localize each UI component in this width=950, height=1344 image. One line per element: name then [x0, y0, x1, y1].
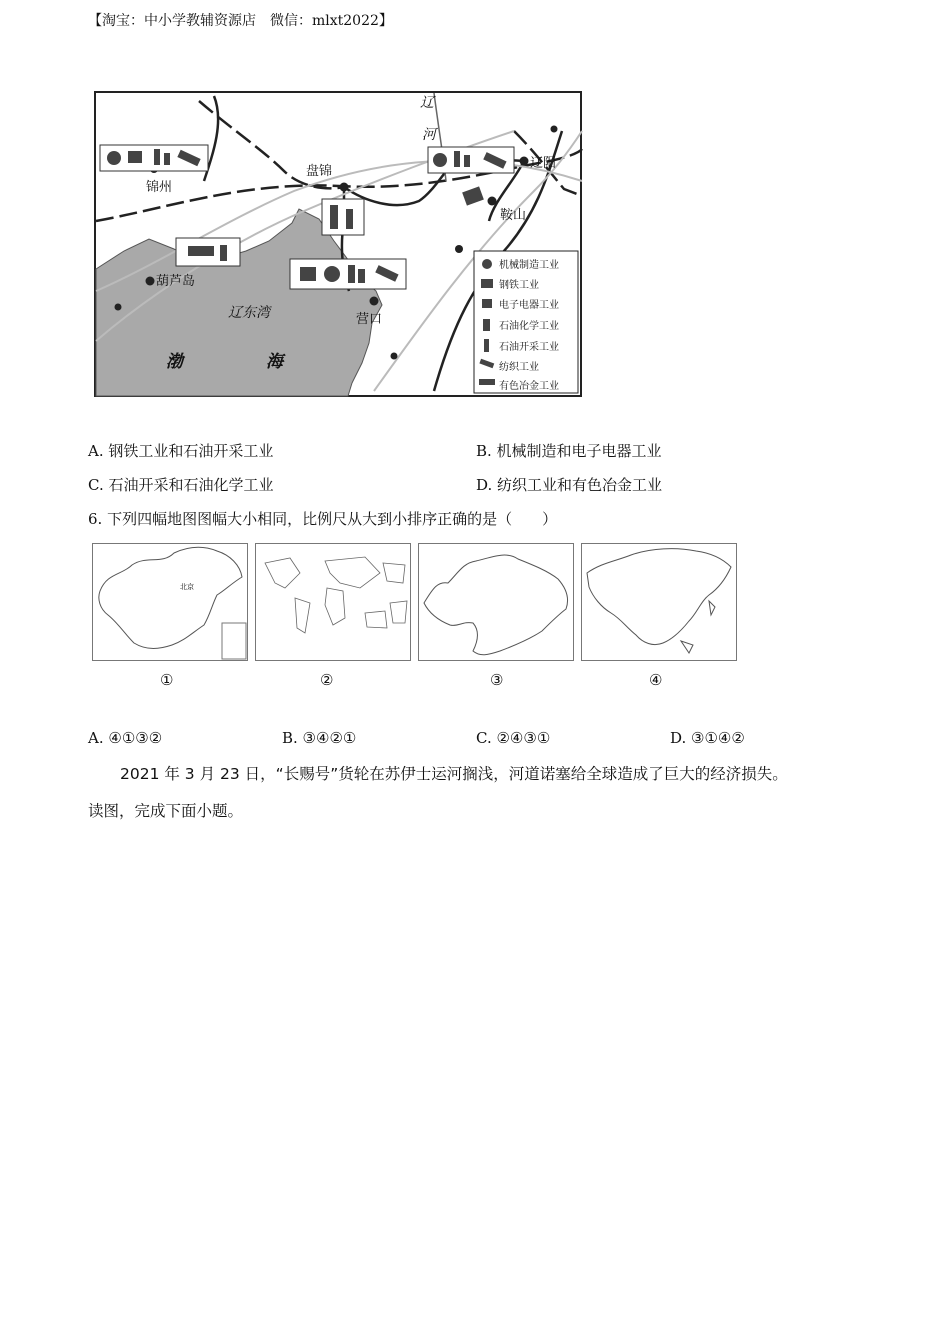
option-b: B. 机械制造和电子电器工业 [476, 442, 662, 460]
map-label-4: ④ [649, 671, 663, 689]
label-liao: 辽 [420, 95, 434, 111]
map-asia [581, 543, 737, 661]
label-liaoyang: 辽阳 [530, 156, 557, 171]
map-world [255, 543, 411, 661]
option-d: D. 纺织工业和有色冶金工业 [476, 476, 663, 494]
label-huludao: 葫芦岛 [156, 274, 196, 289]
passage-line-1: 2021 年 3 月 23 日，“长赐号”货轮在苏伊士运河搁浅，河道诺塞给全球造成了巨大的经济损失。 [120, 765, 788, 783]
label-he: 河 [422, 127, 436, 143]
question-6-stem: 6. 下列四幅地图图幅大小相同，比例尺从大到小排序正确的是（ ） [88, 510, 558, 528]
label-beijing: 北京 [180, 583, 194, 591]
legend-label: 机械制造工业 [499, 260, 559, 271]
map-label-1: ① [160, 671, 174, 689]
legend-label: 有色冶金工业 [499, 381, 559, 392]
label-yingkou: 营口 [356, 312, 383, 327]
label-jinzhou: 锦州 [146, 180, 173, 195]
q6-option-b: B. ③④②① [282, 729, 357, 747]
option-a: A. 钢铁工业和石油开采工业 [88, 442, 274, 460]
map-label-2: ② [320, 671, 334, 689]
label-anshan: 鞍山 [500, 208, 527, 223]
label-hai: 海 [266, 352, 283, 372]
map-liaoning [418, 543, 574, 661]
label-bo: 渤 [166, 352, 183, 372]
passage-line-2: 读图，完成下面小题。 [88, 802, 244, 820]
legend-label: 钢铁工业 [499, 280, 539, 291]
q6-option-a: A. ④①③② [88, 729, 163, 747]
label-panjin: 盘锦 [306, 164, 333, 179]
legend-label: 纺织工业 [499, 362, 539, 373]
q6-option-d: D. ③①④② [670, 729, 745, 747]
map-china [92, 543, 248, 661]
legend-label: 石油化学工业 [499, 321, 559, 332]
q6-option-c: C. ②④③① [476, 729, 551, 747]
legend-label: 石油开采工业 [499, 342, 559, 353]
page-header: 【淘宝：中小学教辅资源店 微信：mlxt2022】 [88, 13, 393, 29]
map-label-3: ③ [490, 671, 504, 689]
label-liaodong-bay: 辽东湾 [228, 305, 270, 321]
option-c: C. 石油开采和石油化学工业 [88, 476, 274, 494]
legend-label: 电子电器工业 [499, 300, 559, 311]
